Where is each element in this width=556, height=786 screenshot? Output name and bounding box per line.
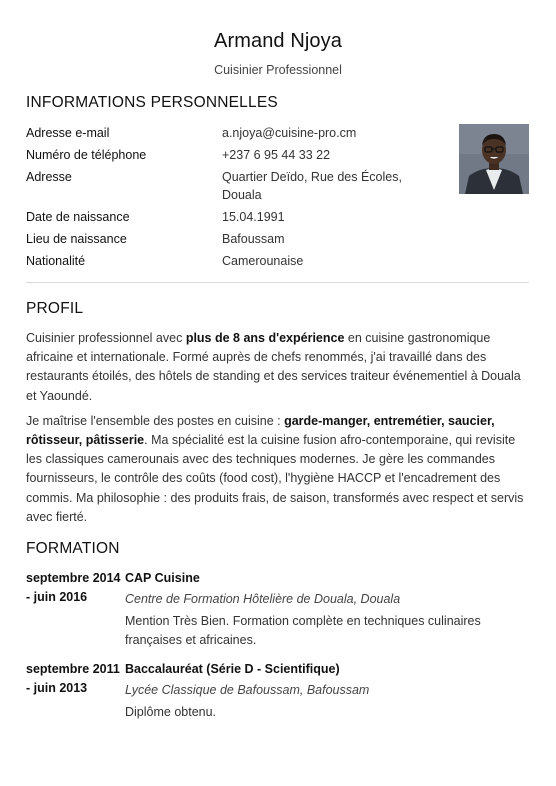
- profile-photo: [459, 124, 529, 194]
- info-row-birthdate: [26, 208, 426, 226]
- education-body: [125, 660, 525, 722]
- profile-highlight: garde-manger, entremétier, saucier, rôtisseur, pâtisserie: [26, 413, 495, 448]
- info-row-address: [26, 168, 426, 204]
- info-row-nationality: [26, 252, 426, 270]
- birthdate-value: 15.04.1991: [222, 210, 285, 224]
- education-degree: CAP Cuisine: [125, 571, 200, 585]
- education-degree: Baccalauréat (Série D - Scientifique): [125, 662, 340, 676]
- info-label: Date de naissance: [26, 210, 130, 224]
- section-heading-education: FORMATION: [26, 540, 120, 557]
- info-label: Numéro de téléphone: [26, 148, 147, 162]
- birthplace-value: Bafoussam: [222, 232, 285, 246]
- profile-text-run: Cuisinier professionnel avec: [26, 331, 186, 345]
- profile-text-run: en cuisine gastronomique africaine et internationale. Formé auprès de chefs renommés, j'ai travaillé dans des restaurants étoilés, des hôtels de standing et des services traiteur événementiel à Douala et Yaoundé.: [26, 331, 521, 403]
- resume-header: [0, 30, 556, 77]
- candidate-title: Cuisinier Professionnel: [214, 63, 342, 77]
- info-row-phone: [26, 146, 426, 164]
- info-label: Nationalité: [26, 254, 86, 268]
- section-heading-profile: PROFIL: [26, 300, 84, 317]
- education-body: [125, 569, 525, 650]
- personal-info-list: [26, 124, 426, 274]
- profile-text-run: . Ma spécialité est la cuisine fusion afro-contemporaine, qui revisite les classiques camerounais avec des techniques modernes. Je gère les commandes fournisseurs, le contrôle des coûts (food cost), l'hygiène HACCP et l'encadrement des commis. Ma philosophie : des produits frais, de saison, transformés avec respect et servis avec fierté.: [26, 433, 524, 524]
- education-school: Lycée Classique de Bafoussam, Bafoussam: [125, 683, 370, 697]
- section-heading-personal: INFORMATIONS PERSONNELLES: [26, 94, 278, 111]
- education-detail: Diplôme obtenu.: [125, 705, 217, 719]
- email-value: a.njoya@cuisine-pro.cm: [222, 126, 357, 140]
- info-row-birthplace: [26, 230, 426, 248]
- profile-paragraph: [26, 329, 526, 406]
- nationality-value: Camerounaise: [222, 254, 304, 268]
- address-value: Quartier Deïdo, Rue des Écoles, Douala: [222, 170, 402, 202]
- info-label: Lieu de naissance: [26, 232, 127, 246]
- info-row-email: [26, 124, 426, 142]
- info-label: Adresse: [26, 170, 72, 184]
- education-detail: Mention Très Bien. Formation complète en techniques culinaires françaises et africaines.: [125, 614, 481, 647]
- profile-text-run: Je maîtrise l'ensemble des postes en cuisine :: [26, 413, 285, 428]
- education-dates: septembre 2011 - juin 2013: [26, 662, 120, 695]
- education-school: Centre de Formation Hôtelière de Douala, Douala: [125, 592, 401, 606]
- section-divider: [26, 282, 529, 283]
- profile-text: [26, 329, 526, 533]
- info-label: Adresse e-mail: [26, 126, 110, 140]
- candidate-name: Armand Njoya: [214, 30, 342, 52]
- portrait-image: [459, 124, 529, 194]
- education-dates: septembre 2014 - juin 2016: [26, 571, 121, 604]
- profile-paragraph: [26, 412, 526, 527]
- profile-highlight: plus de 8 ans d'expérience: [185, 331, 345, 345]
- phone-value: +237 6 95 44 33 22: [222, 148, 331, 162]
